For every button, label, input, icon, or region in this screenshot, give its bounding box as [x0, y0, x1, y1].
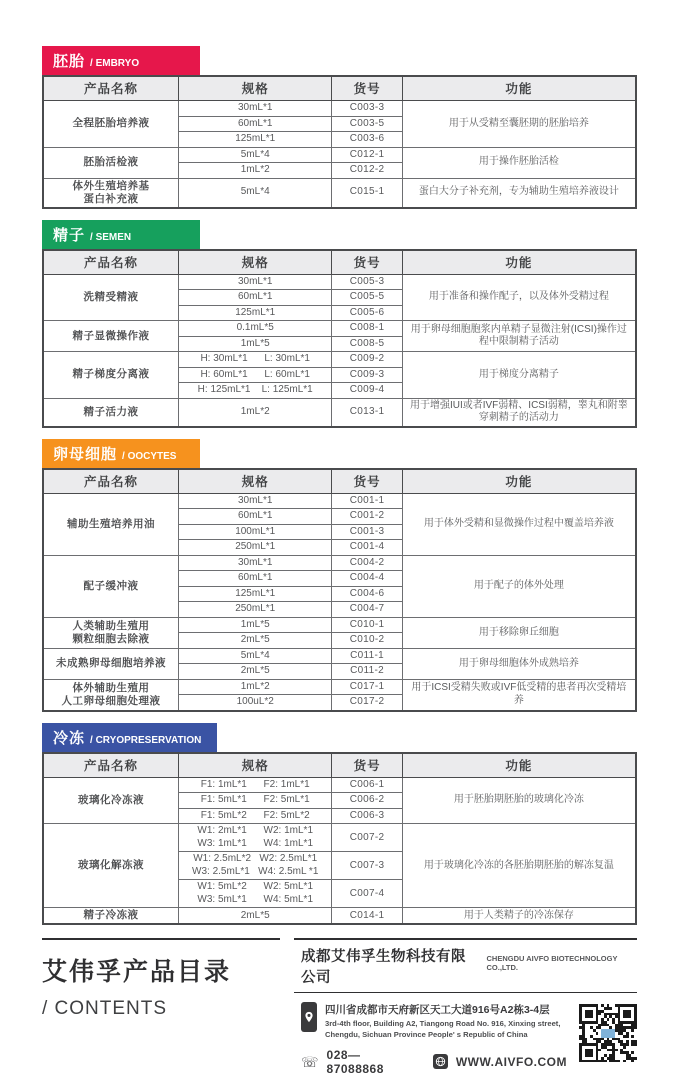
- spec-cell: H: 60mL*1 L: 60mL*1: [178, 367, 332, 383]
- spec-cell: 1mL*5: [178, 336, 332, 352]
- catalog-number-cell: C012-1: [332, 147, 402, 163]
- catalog-number-cell: C005-3: [332, 274, 402, 290]
- table-row: [43, 147, 636, 163]
- products-table-embryo: [42, 75, 637, 209]
- products-table-semen: [42, 249, 637, 428]
- column-header-3: 功能: [402, 469, 636, 494]
- section-tab-embryo: [42, 46, 200, 75]
- product-name-cell: 精子活力液: [43, 398, 178, 427]
- catalog-subtitle: / CONTENTS: [42, 998, 168, 1020]
- function-cell: 用于卵母细胞体外成熟培养: [402, 648, 636, 679]
- product-name-cell: 人类辅助生殖用 颗粒细胞去除液: [43, 617, 178, 648]
- catalog-number-cell: C012-2: [332, 163, 402, 179]
- spec-cell: 60mL*1: [178, 509, 332, 525]
- catalog-number-cell: C004-2: [332, 555, 402, 571]
- company-name-en: CHENGDU AIVFO BIOTECHNOLOGY CO.,LTD.: [486, 954, 618, 973]
- contact-row: [301, 1048, 567, 1076]
- spec-cell: 100mL*1: [178, 524, 332, 540]
- column-header-1: 规格: [178, 250, 332, 275]
- spec-cell: H: 30mL*1 L: 30mL*1: [178, 352, 332, 368]
- section-title-zh: 冷冻: [53, 729, 86, 747]
- column-header-2: 货号: [332, 250, 402, 275]
- spec-cell: H: 125mL*1 L: 125mL*1: [178, 383, 332, 399]
- table-row: [43, 679, 636, 695]
- section-title-en: / OOCYTES: [122, 450, 177, 462]
- section-tab-semen: [42, 220, 200, 249]
- catalog-number-cell: C007-3: [332, 852, 402, 880]
- product-name-cell: 体外生殖培养基 蛋白补充液: [43, 178, 178, 208]
- product-sections: [42, 46, 637, 925]
- section-title-zh: 胚胎: [53, 53, 86, 70]
- column-header-2: 货号: [332, 76, 402, 101]
- location-pin-icon: [301, 1002, 317, 1032]
- product-name-cell: 精子冷冻液: [43, 908, 178, 925]
- address-zh: 四川省成都市天府新区天工大道916号A2栋3-4层: [325, 1004, 550, 1017]
- catalog-title: 艾伟孚产品目录: [42, 958, 232, 987]
- phone-item: [301, 1048, 387, 1076]
- column-header-2: 货号: [332, 469, 402, 494]
- spec-cell: 2mL*5: [178, 908, 332, 925]
- product-name-cell: 精子梯度分离液: [43, 352, 178, 399]
- section-embryo: [42, 46, 637, 209]
- catalog-number-cell: C010-2: [332, 633, 402, 649]
- website-item: [433, 1054, 567, 1069]
- table-row: [43, 321, 636, 337]
- product-name-cell: 配子缓冲液: [43, 555, 178, 617]
- spec-cell: 250mL*1: [178, 602, 332, 618]
- table-row: [43, 555, 636, 571]
- product-name-cell: 洗精受精液: [43, 274, 178, 321]
- catalog-number-cell: C017-1: [332, 679, 402, 695]
- catalog-number-cell: C010-1: [332, 617, 402, 633]
- spec-cell: 1mL*5: [178, 617, 332, 633]
- address-en-line2: Chengdu, Sichuan Province People' s Republic of China: [325, 1029, 528, 1039]
- section-title-zh: 卵母细胞: [53, 445, 118, 463]
- catalog-number-cell: C013-1: [332, 398, 402, 427]
- catalog-number-cell: C007-2: [332, 824, 402, 852]
- table-row: [43, 274, 636, 290]
- catalog-number-cell: C001-1: [332, 493, 402, 509]
- spec-cell: F1: 5mL*2 F2: 5mL*2: [178, 808, 332, 824]
- spec-cell: 5mL*4: [178, 648, 332, 664]
- product-name-cell: 未成熟卵母细胞培养液: [43, 648, 178, 679]
- spec-cell: W1: 2mL*1 W2: 1mL*1 W3: 1mL*1 W4: 1mL*1: [178, 824, 332, 852]
- catalog-number-cell: C004-7: [332, 602, 402, 618]
- function-cell: 用于操作胚胎活检: [402, 147, 636, 178]
- catalog-number-cell: C006-3: [332, 808, 402, 824]
- product-name-cell: 玻璃化解冻液: [43, 824, 178, 908]
- spec-cell: 60mL*1: [178, 290, 332, 306]
- section-tab-oocytes: [42, 439, 200, 468]
- catalog-number-cell: C003-3: [332, 101, 402, 117]
- column-header-3: 功能: [402, 76, 636, 101]
- catalog-number-cell: C009-2: [332, 352, 402, 368]
- catalog-number-cell: C006-2: [332, 793, 402, 809]
- column-header-0: 产品名称: [43, 76, 178, 101]
- spec-cell: 125mL*1: [178, 132, 332, 148]
- catalog-number-cell: C004-6: [332, 586, 402, 602]
- column-header-0: 产品名称: [43, 469, 178, 494]
- address-text: [325, 1002, 560, 1040]
- spec-cell: 125mL*1: [178, 305, 332, 321]
- catalog-number-cell: C009-3: [332, 367, 402, 383]
- table-row: [43, 493, 636, 509]
- spec-cell: 1mL*2: [178, 163, 332, 179]
- spec-cell: 30mL*1: [178, 274, 332, 290]
- table-header-row: [43, 469, 636, 494]
- column-header-1: 规格: [178, 76, 332, 101]
- spec-cell: 0.1mL*5: [178, 321, 332, 337]
- product-name-cell: 全程胚胎培养液: [43, 101, 178, 148]
- website-url: WWW.AIVFO.COM: [455, 1054, 567, 1069]
- catalog-number-cell: C017-2: [332, 695, 402, 711]
- section-title-en: / SEMEN: [90, 231, 132, 243]
- column-header-2: 货号: [332, 753, 402, 778]
- product-name-cell: 精子显微操作液: [43, 321, 178, 352]
- section-cryopreservation: [42, 723, 637, 926]
- section-title-en: / EMBRYO: [90, 58, 140, 69]
- catalog-number-cell: C004-4: [332, 571, 402, 587]
- function-cell: 用于胚胎期胚胎的玻璃化冷冻: [402, 777, 636, 824]
- catalog-number-cell: C011-1: [332, 648, 402, 664]
- table-row: [43, 352, 636, 368]
- catalog-number-cell: C001-2: [332, 509, 402, 525]
- spec-cell: 2mL*5: [178, 633, 332, 649]
- spec-cell: 125mL*1: [178, 586, 332, 602]
- phone-number: 028—87088868: [326, 1047, 384, 1076]
- table-row: [43, 908, 636, 925]
- table-row: [43, 824, 636, 852]
- products-table-oocytes: [42, 468, 637, 712]
- company-block: [294, 938, 637, 1076]
- function-cell: 用于ICSI受精失败或IVF低受精的患者再次受精培养: [402, 679, 636, 711]
- function-cell: 用于从受精至囊胚期的胚胎培养: [402, 101, 636, 148]
- spec-cell: W1: 2.5mL*2 W2: 2.5mL*1 W3: 2.5mL*1 W4: 2.5mL *1: [178, 852, 332, 880]
- spec-cell: 1mL*2: [178, 679, 332, 695]
- table-row: [43, 398, 636, 427]
- spec-cell: 30mL*1: [178, 101, 332, 117]
- spec-cell: 5mL*4: [178, 178, 332, 208]
- qr-code: [579, 1004, 637, 1062]
- product-name-cell: 胚胎活检液: [43, 147, 178, 178]
- catalog-number-cell: C015-1: [332, 178, 402, 208]
- catalog-number-cell: C011-2: [332, 664, 402, 680]
- catalog-number-cell: C005-6: [332, 305, 402, 321]
- spec-cell: F1: 1mL*1 F2: 1mL*1: [178, 777, 332, 793]
- contact-area: [294, 1002, 637, 1076]
- spec-cell: 60mL*1: [178, 116, 332, 132]
- column-header-3: 功能: [402, 250, 636, 275]
- catalog-number-cell: C005-5: [332, 290, 402, 306]
- address-row: [301, 1002, 567, 1040]
- page-footer: [42, 938, 637, 1076]
- function-cell: 用于卵母细胞胞浆内单精子显微注射(ICSI)操作过程中限制精子活动: [402, 321, 636, 352]
- spec-cell: W1: 5mL*2 W2: 5mL*1 W3: 5mL*1 W4: 5mL*1: [178, 880, 332, 908]
- column-header-3: 功能: [402, 753, 636, 778]
- function-cell: 蛋白大分子补充剂，专为辅助生殖培养液设计: [402, 178, 636, 208]
- product-name-cell: 体外辅助生殖用 人工卵母细胞处理液: [43, 679, 178, 711]
- column-header-0: 产品名称: [43, 250, 178, 275]
- function-cell: 用于人类精子的冷冻保存: [402, 908, 636, 925]
- spec-cell: 2mL*5: [178, 664, 332, 680]
- function-cell: 用于体外受精和显微操作过程中覆盖培养液: [402, 493, 636, 555]
- catalog-number-cell: C001-4: [332, 540, 402, 556]
- products-table-cryopreservation: [42, 752, 637, 926]
- section-tab-cryopreservation: [42, 723, 217, 752]
- table-row: [43, 617, 636, 633]
- function-cell: 用于玻璃化冷冻的各胚胎期胚胎的解冻复温: [402, 824, 636, 908]
- product-name-cell: 辅助生殖培养用油: [43, 493, 178, 555]
- phone-icon: ☏: [301, 1053, 319, 1070]
- catalog-number-cell: C006-1: [332, 777, 402, 793]
- table-header-row: [43, 76, 636, 101]
- catalog-number-cell: C008-5: [332, 336, 402, 352]
- company-name-row: [294, 938, 637, 993]
- section-title-zh: 精子: [53, 226, 86, 244]
- section-oocytes: [42, 439, 637, 712]
- address-en-line1: 3rd-4th floor, Building A2, Tiangong Road No. 916, Xinxing street,: [325, 1019, 561, 1029]
- catalog-number-cell: C007-4: [332, 880, 402, 908]
- product-name-cell: 玻璃化冷冻液: [43, 777, 178, 824]
- table-header-row: [43, 250, 636, 275]
- spec-cell: 1mL*2: [178, 398, 332, 427]
- function-cell: 用于移除卵丘细胞: [402, 617, 636, 648]
- globe-icon: [433, 1054, 448, 1069]
- function-cell: 用于增强IUI或者IVF弱精、ICSI弱精，睾丸和附睾穿刺精子的活动力: [402, 398, 636, 427]
- column-header-1: 规格: [178, 753, 332, 778]
- spec-cell: F1: 5mL*1 F2: 5mL*1: [178, 793, 332, 809]
- section-title-en: / CRYOPRESERVATION: [90, 734, 202, 746]
- spec-cell: 5mL*4: [178, 147, 332, 163]
- catalog-number-cell: C003-6: [332, 132, 402, 148]
- spec-cell: 250mL*1: [178, 540, 332, 556]
- function-cell: 用于梯度分离精子: [402, 352, 636, 399]
- company-name-zh: 成都艾伟孚生物科技有限公司: [301, 949, 466, 987]
- column-header-1: 规格: [178, 469, 332, 494]
- table-row: [43, 648, 636, 664]
- table-header-row: [43, 753, 636, 778]
- catalog-number-cell: C014-1: [332, 908, 402, 925]
- table-row: [43, 777, 636, 793]
- catalog-number-cell: C003-5: [332, 116, 402, 132]
- section-semen: [42, 220, 637, 428]
- function-cell: 用于准备和操作配子，以及体外受精过程: [402, 274, 636, 321]
- function-cell: 用于配子的体外处理: [402, 555, 636, 617]
- table-row: [43, 101, 636, 117]
- catalog-number-cell: C001-3: [332, 524, 402, 540]
- spec-cell: 60mL*1: [178, 571, 332, 587]
- column-header-0: 产品名称: [43, 753, 178, 778]
- catalog-number-cell: C008-1: [332, 321, 402, 337]
- catalog-title-block: [42, 938, 280, 1076]
- spec-cell: 30mL*1: [178, 555, 332, 571]
- spec-cell: 100uL*2: [178, 695, 332, 711]
- catalog-number-cell: C009-4: [332, 383, 402, 399]
- contact-info: [294, 1002, 567, 1076]
- table-row: [43, 178, 636, 208]
- spec-cell: 30mL*1: [178, 493, 332, 509]
